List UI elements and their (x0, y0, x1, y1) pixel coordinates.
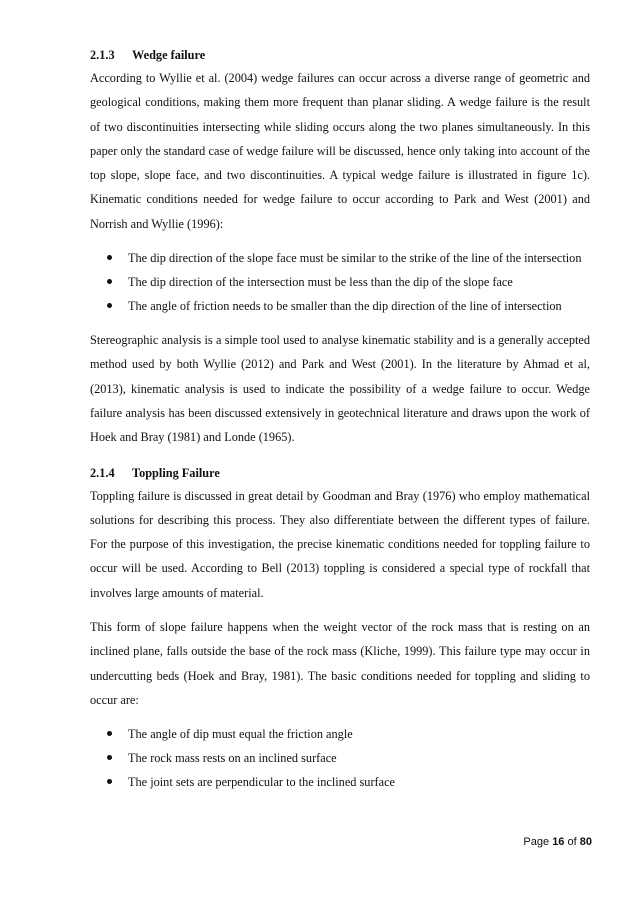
bullet-icon (107, 303, 112, 308)
page-label: Page (523, 836, 550, 848)
wedge-intro-paragraph: According to Wyllie et al. (2004) wedge failures can occur across a diverse range of geometric and geological conditions, making them more frequent than planar sliding. A wedge failure is the result of two discontinuities intersecting while sliding occurs along the two planes simultaneously. In this paper only the standard case of wedge failure will be discussed, hence only taking into account of the top slope, slope face, and two discontinuities. A typical wedge failure is illustrated in figure 1c). Kinematic conditions needed for wedge failure to occur according to Park and West (2001) and Norrish and Wyllie (1996): (90, 71, 590, 231)
section-title: Toppling Failure (132, 465, 220, 480)
section-heading-toppling (90, 462, 590, 484)
toppling-paragraph-1: Toppling failure is discussed in great detail by Goodman and Bray (1976) who employ mathematical solutions for describing this process. They also differentiate between the different types of failure. For the purpose of this investigation, the precise kinematic conditions needed for toppling failure to occur will be used. According to Bell (2013) toppling is considered a special type of rockfall that involves large amounts of material. (90, 488, 590, 600)
bullet-icon (107, 279, 112, 284)
section-number: 2.1.3 (90, 48, 115, 62)
list-item: The rock mass rests on an inclined surface (90, 746, 590, 770)
bullet-icon (107, 731, 112, 736)
list-item: The dip direction of the intersection must be less than the dip of the slope face (90, 270, 590, 294)
section-number: 2.1.4 (90, 465, 115, 480)
section-title: Wedge failure (132, 48, 206, 62)
list-item: The angle of dip must equal the friction angle (90, 722, 590, 746)
stereographic-paragraph: Stereographic analysis is a simple tool used to analyse kinematic stability and is a generally accepted method used by both Wyllie (2012) and Park and West (2001). In the literature by Ahmad et al, (2013), kinematic analysis is used to indicate the possibility of a wedge failure to occur. Wedge failure analysis has been discussed extensively in geotechnical literature and draws upon the work of Hoek and Bray (1981) and Londe (1965). (90, 333, 590, 445)
bullet-icon (107, 255, 112, 260)
bullet-icon (107, 779, 112, 784)
toppling-paragraph-2: This form of slope failure happens when the weight vector of the rock mass that is resting on an inclined plane, falls outside the base of the rock mass (Kliche, 1999). This failure type may occur in undercutting beds (Hoek and Bray, 1981). The basic conditions needed for toppling and sliding to occur are: (90, 620, 590, 707)
list-item: The joint sets are perpendicular to the inclined surface (90, 770, 590, 794)
list-item: The dip direction of the slope face must be similar to the strike of the line of the intersection (90, 246, 590, 270)
page-content (90, 44, 590, 794)
list-item: The angle of friction needs to be smaller than the dip direction of the line of intersection (90, 294, 590, 318)
of-label: of (567, 836, 577, 848)
bullet-icon (107, 755, 112, 760)
page-number-footer (523, 836, 592, 848)
section-heading-wedge (90, 44, 590, 66)
toppling-conditions-list (90, 722, 590, 794)
wedge-conditions-list (90, 246, 590, 318)
total-page-count: 80 (579, 836, 592, 848)
current-page-number: 16 (552, 836, 565, 848)
